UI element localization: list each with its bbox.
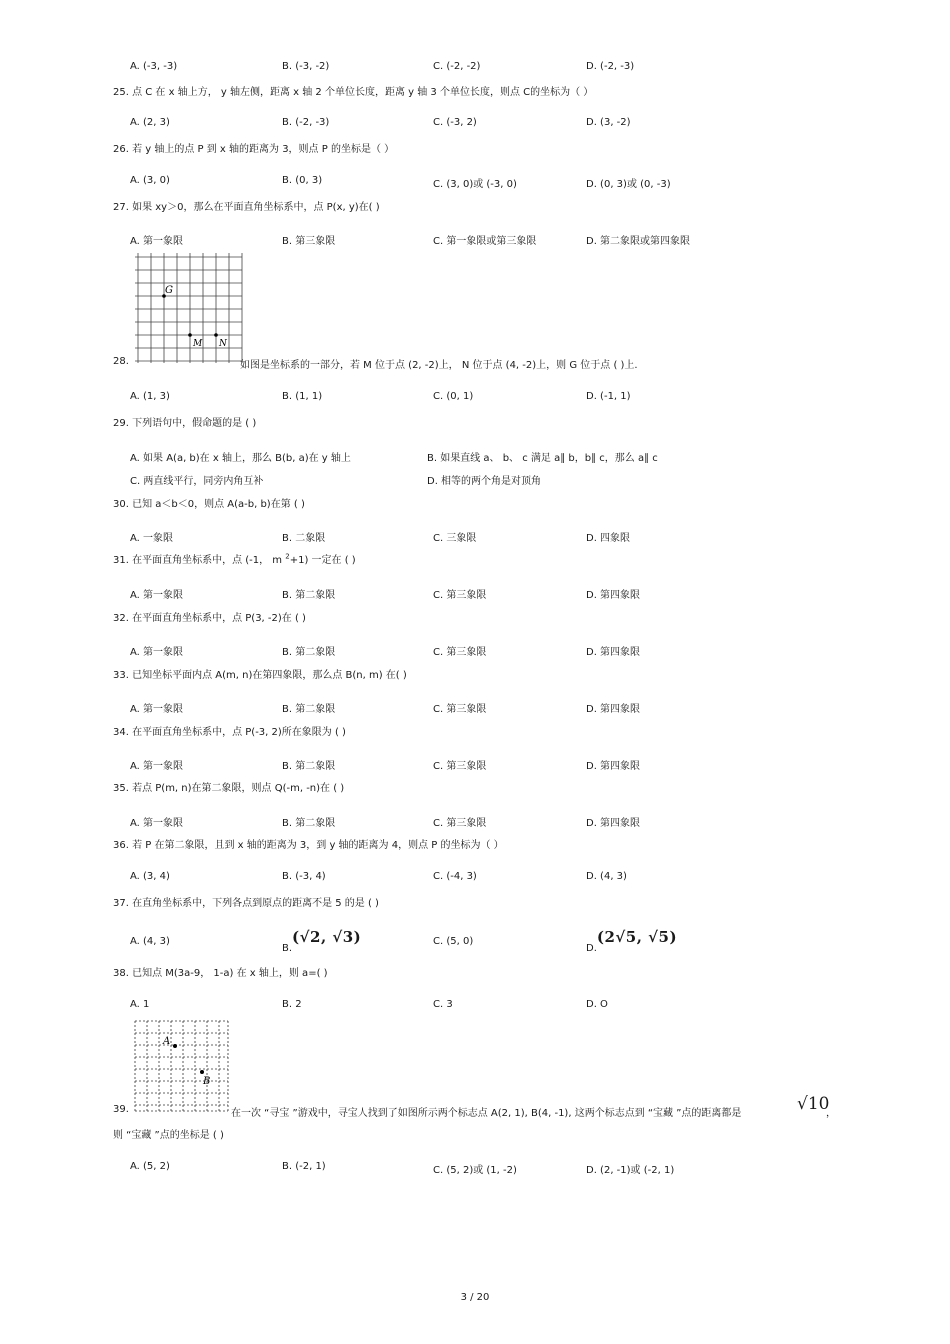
q31-option-a: A. 第一象限	[130, 590, 184, 601]
q37-option-b	[282, 928, 362, 954]
q36-stem: 36. 若 P 在第二象限，且到 x 轴的距离为 3，到 y 轴的距离为 4，则点 P 的坐标为（ ）	[113, 840, 504, 851]
q30-stem: 30. 已知 a＜b＜0，则点 A(a-b, b)在第 ( )	[113, 499, 305, 510]
q37-option-a: A. (4, 3)	[130, 936, 170, 947]
q39-option-d: D. (2, -1)或 (-2, 1)	[586, 1165, 675, 1176]
q37-option-b-math: (√2, √3)	[292, 928, 362, 946]
q33-option-c: C. 第三象限	[433, 704, 487, 715]
q26-stem: 26. 若 y 轴上的点 P 到 x 轴的距离为 3，则点 P 的坐标是（ ）	[113, 144, 395, 155]
q27-option-c: C. 第一象限或第三象限	[433, 236, 537, 247]
q29-option-a: A. 如果 A(a, b)在 x 轴上，那么 B(b, a)在 y 轴上	[130, 453, 351, 464]
q32-option-a: A. 第一象限	[130, 647, 184, 658]
q28-number: 28.	[113, 356, 129, 367]
q32-option-c: C. 第三象限	[433, 647, 487, 658]
q37-option-d-label: D.	[586, 943, 597, 954]
q27-option-d: D. 第二象限或第四象限	[586, 236, 691, 247]
label-b: B	[203, 1076, 211, 1087]
q24-option-a: A. (-3, -3)	[130, 61, 178, 72]
q29-option-c: C. 两直线平行，同旁内角互补	[130, 476, 264, 487]
q33-stem: 33. 已知坐标平面内点 A(m, n)在第四象限，那么点 B(n, m) 在( )	[113, 670, 407, 681]
q27-option-b: B. 第三象限	[282, 236, 336, 247]
q32-option-b: B. 第二象限	[282, 647, 336, 658]
q25-option-a: A. (2, 3)	[130, 117, 170, 128]
q32-stem: 32. 在平面直角坐标系中，点 P(3, -2)在 ( )	[113, 613, 306, 624]
q30-option-b: B. 二象限	[282, 533, 326, 544]
q31-stem-pre: 31. 在平面直角坐标系中，点 (-1， m	[113, 555, 286, 566]
q31-option-d: D. 第四象限	[586, 590, 641, 601]
q29-stem: 29. 下列语句中，假命题的是 ( )	[113, 418, 257, 429]
q31-stem-post: +1) 一定在 ( )	[289, 555, 356, 566]
q39-number: 39.	[113, 1104, 129, 1115]
q38-option-d: D. O	[586, 999, 608, 1010]
q25-stem: 25. 点 C 在 x 轴上方， y 轴左侧，距离 x 轴 2 个单位长度，距离 y 轴 3 个单位长度，则点 C的坐标为（ ）	[113, 87, 594, 98]
q35-option-c: C. 第三象限	[433, 818, 487, 829]
q31-option-b: B. 第二象限	[282, 590, 336, 601]
q37-option-c: C. (5, 0)	[433, 936, 474, 947]
label-a: A	[163, 1036, 171, 1047]
q28-grid-figure	[135, 253, 245, 367]
q24-option-d: D. (-2, -3)	[586, 61, 635, 72]
q28-option-c: C. (0, 1)	[433, 391, 474, 402]
q24-option-c: C. (-2, -2)	[433, 61, 481, 72]
point-n	[214, 333, 218, 337]
point-m	[188, 333, 192, 337]
q28-option-b: B. (1, 1)	[282, 391, 323, 402]
q27-stem: 27. 如果 xy＞0，那么在平面直角坐标系中，点 P(x, y)在( )	[113, 202, 380, 213]
q34-stem: 34. 在平面直角坐标系中，点 P(-3, 2)所在象限为 ( )	[113, 727, 346, 738]
q26-option-a: A. (3, 0)	[130, 175, 170, 186]
q28-stem: 如图是坐标系的一部分，若 M 位于点 (2, -2)上， N 位于点 (4, -2)上，则 G 位于点 ( )上.	[240, 360, 638, 371]
q26-option-b: B. (0, 3)	[282, 175, 323, 186]
q26-option-d: D. (0, 3)或 (0, -3)	[586, 179, 671, 190]
q36-option-a: A. (3, 4)	[130, 871, 170, 882]
label-g: G	[165, 285, 173, 296]
q36-option-b: B. (-3, 4)	[282, 871, 326, 882]
q33-option-d: D. 第四象限	[586, 704, 641, 715]
q37-stem: 37. 在直角坐标系中，下列各点到原点的距离不是 5 的是 ( )	[113, 898, 379, 909]
label-n: N	[219, 339, 227, 349]
q32-option-d: D. 第四象限	[586, 647, 641, 658]
q39-option-a: A. (5, 2)	[130, 1161, 170, 1172]
q37-option-b-label: B.	[282, 943, 293, 954]
q24-option-b: B. (-3, -2)	[282, 61, 330, 72]
q30-option-c: C. 三象限	[433, 533, 477, 544]
point-b	[200, 1070, 204, 1074]
page-number: 3 / 20	[460, 1292, 490, 1303]
q38-option-b: B. 2	[282, 999, 302, 1010]
q31-option-c: C. 第三象限	[433, 590, 487, 601]
q38-stem: 38. 已知点 M(3a-9， 1-a) 在 x 轴上，则 a=( )	[113, 968, 328, 979]
point-a	[173, 1044, 177, 1048]
q36-option-c: C. (-4, 3)	[433, 871, 477, 882]
q25-option-c: C. (-3, 2)	[433, 117, 477, 128]
q36-option-d: D. (4, 3)	[586, 871, 627, 882]
q33-option-a: A. 第一象限	[130, 704, 184, 715]
q30-option-d: D. 四象限	[586, 533, 631, 544]
q34-option-b: B. 第二象限	[282, 761, 336, 772]
q39-sqrt-ten: √10	[797, 1094, 830, 1114]
q28-option-a: A. (1, 3)	[130, 391, 170, 402]
q35-option-b: B. 第二象限	[282, 818, 336, 829]
q34-option-a: A. 第一象限	[130, 761, 184, 772]
q38-option-a: A. 1	[130, 999, 150, 1010]
q29-option-b: B. 如果直线 a、 b、 c 满足 a∥ b，b∥ c，那么 a∥ c	[427, 453, 658, 464]
q31-stem-sup: 2	[285, 552, 290, 561]
q27-option-a: A. 第一象限	[130, 236, 184, 247]
q33-option-b: B. 第二象限	[282, 704, 336, 715]
q26-option-c: C. (3, 0)或 (-3, 0)	[433, 179, 517, 190]
q37-option-d-math: (2√5, √5)	[596, 928, 678, 946]
q30-option-a: A. 一象限	[130, 533, 174, 544]
q34-option-c: C. 第三象限	[433, 761, 487, 772]
q25-option-d: D. (3, -2)	[586, 117, 631, 128]
q39-dashed-grid-figure	[133, 1019, 231, 1114]
q39-comma: ，	[826, 1108, 836, 1119]
q38-option-c: C. 3	[433, 999, 453, 1010]
q39-stem-line2: 则 “宝藏 ”点的坐标是 ( )	[113, 1130, 224, 1141]
q39-stem: 在一次 “寻宝 ”游戏中，寻宝人找到了如图所示两个标志点 A(2, 1), B(4, -1), 这两个标志点到 “宝藏 ”点的距离都是	[231, 1108, 742, 1119]
q37-option-d	[586, 928, 678, 954]
q39-option-b: B. (-2, 1)	[282, 1161, 326, 1172]
q39-option-c: C. (5, 2)或 (1, -2)	[433, 1165, 517, 1176]
q28-option-d: D. (-1, 1)	[586, 391, 631, 402]
q25-option-b: B. (-2, -3)	[282, 117, 330, 128]
label-m: M	[193, 339, 203, 349]
q35-stem: 35. 若点 P(m, n)在第二象限，则点 Q(-m, -n)在 ( )	[113, 783, 345, 794]
q35-option-a: A. 第一象限	[130, 818, 184, 829]
q29-option-d: D. 相等的两个角是对顶角	[427, 476, 542, 487]
q31-stem	[113, 551, 356, 566]
q34-option-d: D. 第四象限	[586, 761, 641, 772]
q35-option-d: D. 第四象限	[586, 818, 641, 829]
